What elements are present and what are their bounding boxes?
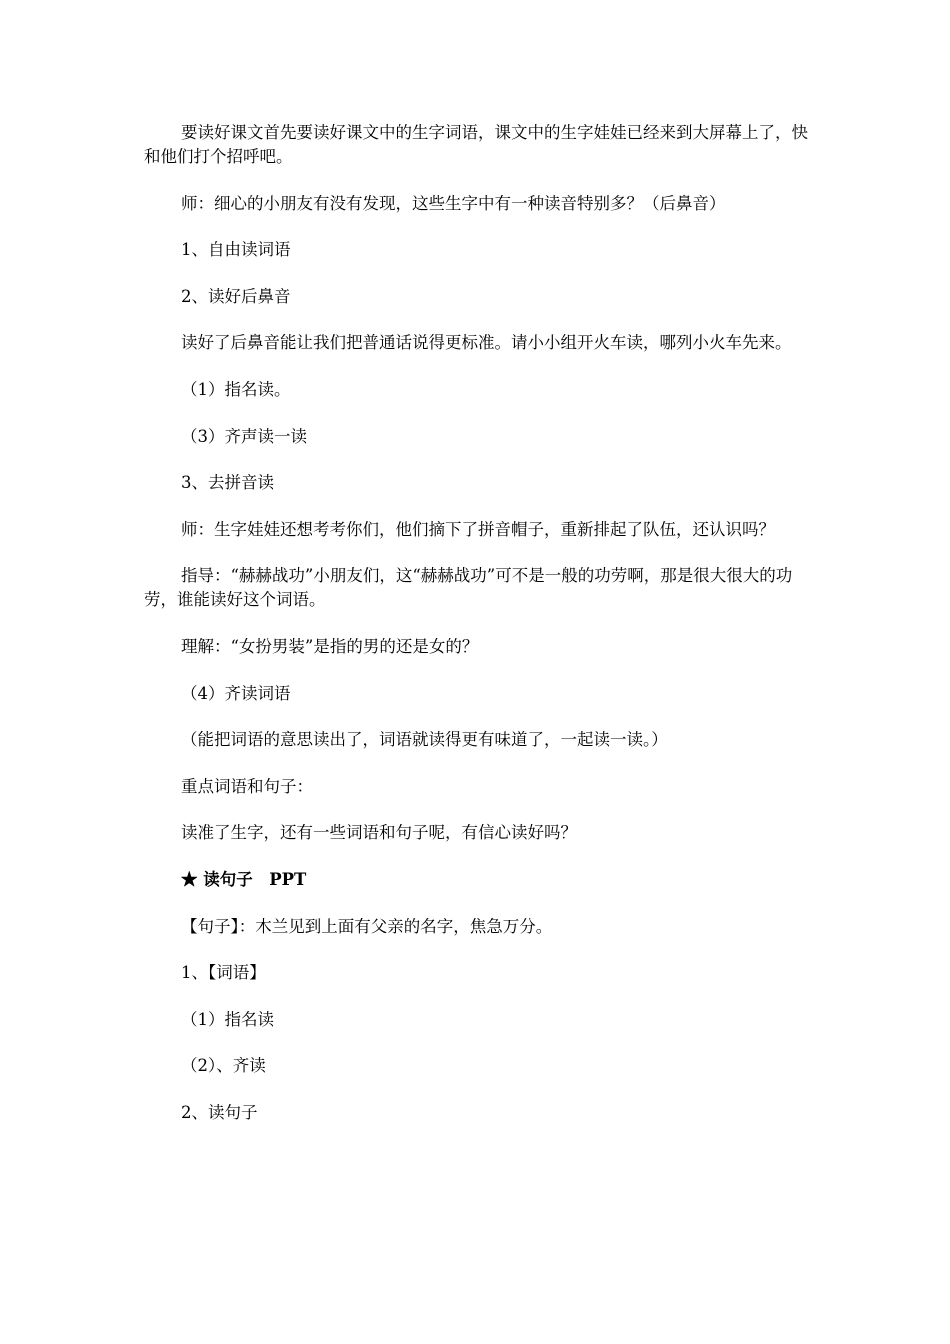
paragraph-train-reading: 读好了后鼻音能让我们把普通话说得更标准。请小小组开火车读，哪列小火车先来。	[181, 333, 792, 353]
paragraph-intro: 要读好课文首先要读好课文中的生字词语，课文中的生字娃娃已经来到大屏幕上了，快和他们打个招呼吧。	[144, 123, 808, 166]
paragraph-confidence: 读准了生字，还有一些词语和句子呢，有信心读好吗？	[181, 823, 577, 843]
paragraph-substep-3: （3）齐声读一读	[181, 426, 307, 446]
paragraph-sentence: 【句子】：木兰见到上面有父亲的名字，焦急万分。	[181, 916, 553, 936]
paragraph-key-words-heading: 重点词语和句子：	[181, 776, 313, 796]
paragraph-teacher-test: 师：生字娃娃还想考考你们，他们摘下了拼音帽子，重新排起了队伍，还认识吗？	[181, 519, 775, 539]
paragraph-read-sentence-ppt: ★ 读句子 PPT	[181, 869, 307, 889]
document-page	[144, 121, 808, 1147]
paragraph-read-sentence: 2、读句子	[181, 1102, 258, 1122]
paragraph-substep-1: （1）指名读。	[181, 379, 291, 399]
paragraph-understanding: 理解：“女扮男装”是指的男的还是女的？	[181, 636, 479, 656]
paragraph-substep-4: （4）齐读词语	[181, 683, 291, 703]
paragraph-step-2: 2、读好后鼻音	[181, 286, 291, 306]
paragraph-teacher-question: 师：细心的小朋友有没有发现，这些生字中有一种读音特别多？（后鼻音）	[181, 193, 726, 213]
paragraph-named-reading: （1）指名读	[181, 1009, 274, 1029]
paragraph-step-1: 1、自由读词语	[181, 240, 291, 260]
paragraph-read-together: （能把词语的意思读出了，词语就读得更有味道了，一起读一读。）	[181, 730, 668, 750]
paragraph-step-3: 3、去拼音读	[181, 473, 274, 493]
paragraph-words: 1、【词语】	[181, 963, 266, 983]
paragraph-guidance: 指导：“赫赫战功”小朋友们，这“赫赫战功”可不是一般的功劳啊，那是很大很大的功劳，谁能读好这个词语。	[144, 566, 793, 610]
paragraph-group-reading: （2）、齐读	[181, 1056, 266, 1076]
